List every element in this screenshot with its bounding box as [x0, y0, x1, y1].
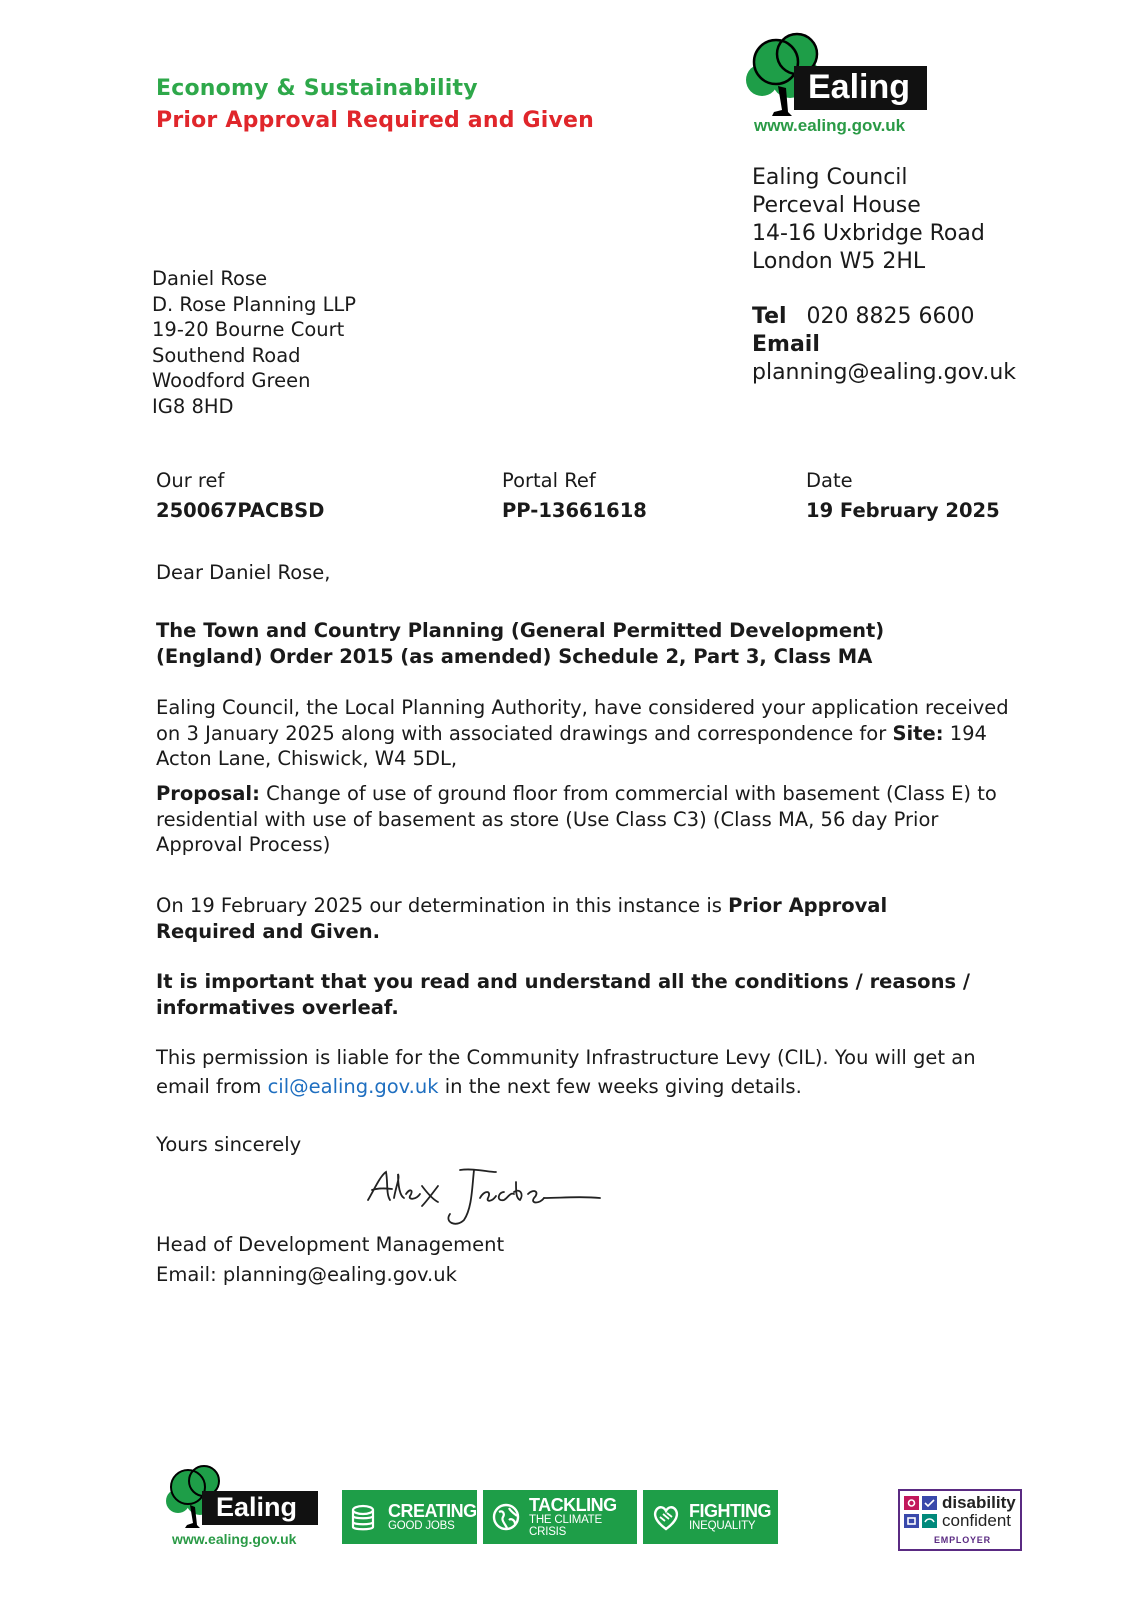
globe-icon [491, 1502, 521, 1532]
signatory-email[interactable]: Email: planning@ealing.gov.uk [156, 1263, 457, 1286]
disability-confident-badge [898, 1489, 1022, 1551]
cil-suffix: in the next few weeks giving details. [444, 1075, 802, 1098]
portal-ref [502, 466, 647, 526]
footer-logo-url: www.ealing.gov.uk [172, 1531, 297, 1547]
disability-icons [904, 1496, 940, 1530]
important-notice: It is important that you read and understand all the conditions / reasons / informatives overleaf. [156, 970, 970, 1019]
logo-url: www.ealing.gov.uk [754, 116, 906, 135]
status-heading: Prior Approval Required and Given [156, 108, 595, 133]
site-value: 194 Acton Lane, Chiswick, W4 5DL, [156, 721, 987, 770]
determination-value: Prior Approval Required and Given. [156, 894, 888, 943]
letter-date [806, 466, 1000, 526]
recipient-line: IG8 8HD [152, 394, 234, 418]
our-ref [156, 466, 324, 526]
proposal-label: Proposal: [156, 782, 260, 805]
our-ref-value: 250067PACBSD [156, 499, 325, 522]
badge-creating-good-jobs [342, 1490, 477, 1544]
cil-paragraph [156, 1043, 1028, 1101]
proposal-paragraph [156, 781, 1028, 858]
recipient-line: Woodford Green [152, 369, 311, 392]
address-line: 14-16 Uxbridge Road [752, 221, 985, 246]
badge-subtitle: THE CLIMATE CRISIS [529, 1513, 602, 1538]
determination-paragraph [156, 893, 956, 944]
badge-subtitle: INEQUALITY [689, 1519, 756, 1532]
email-label: Email [752, 332, 820, 357]
tel-label: Tel [752, 304, 787, 329]
contact-email[interactable]: planning@ealing.gov.uk [752, 360, 1017, 385]
badge-title: TACKLING [529, 1494, 617, 1515]
council-address [752, 164, 985, 276]
cil-email-link[interactable]: cil@ealing.gov.uk [267, 1075, 439, 1098]
badge-tackling-climate [483, 1490, 637, 1544]
footer-logo-wordmark: Ealing [216, 1492, 298, 1522]
determination-prefix: On 19 February 2025 our determination in this instance is [156, 894, 722, 917]
address-line: London W5 2HL [752, 249, 926, 274]
date-label: Date [806, 469, 853, 492]
recipient-line: Southend Road [152, 343, 301, 367]
signatory-title: Head of Development Management [156, 1233, 505, 1256]
intro-paragraph [156, 695, 1016, 772]
heart-hands-icon [651, 1502, 681, 1532]
badge-fighting-inequality [643, 1490, 778, 1544]
date-value: 19 February 2025 [806, 499, 1000, 522]
logo-wordmark: Ealing [808, 68, 911, 106]
disability-line2: confident [942, 1511, 1011, 1530]
disability-line3: EMPLOYER [934, 1535, 991, 1545]
disability-line1: disability [942, 1493, 1016, 1512]
coins-icon [350, 1502, 380, 1532]
badge-subtitle: GOOD JOBS [388, 1519, 455, 1532]
tel-number: 020 8825 6600 [806, 304, 975, 329]
department-heading: Economy & Sustainability [156, 76, 478, 101]
contact-block [752, 303, 1016, 387]
recipient-line: Daniel Rose [152, 267, 268, 290]
address-line: Ealing Council [752, 165, 908, 190]
badge-title: FIGHTING [689, 1500, 771, 1521]
salutation: Dear Daniel Rose, [156, 561, 331, 584]
cil-text: This permission is liable for the Community Infrastructure Levy (CIL). You will get an email from [156, 1046, 976, 1098]
recipient-line: 19-20 Bourne Court [152, 318, 345, 341]
letter-heading: The Town and Country Planning (General Permitted Development) (England) Order 2015 (as amended) Schedule 2, Part 3, Class MA [156, 619, 885, 668]
recipient-line: D. Rose Planning LLP [152, 292, 357, 316]
proposal-text: Change of use of ground floor from commercial with basement (Class E) to residential with use of basement as store (Use Class C3) (Class MA, 56 day Prior Approval Process) [156, 782, 997, 856]
footer-ealing-logo [162, 1461, 322, 1553]
ealing-logo [742, 28, 954, 143]
closing: Yours sincerely [156, 1133, 302, 1156]
badge-title: CREATING [388, 1500, 477, 1521]
our-ref-label: Our ref [156, 469, 225, 492]
intro-text: Ealing Council, the Local Planning Authority, have considered your application received on 3 January 2025 along with associated drawings and correspondence for [156, 696, 1009, 745]
site-label: Site: [892, 721, 944, 745]
portal-ref-value: PP-13661618 [502, 499, 647, 522]
portal-ref-label: Portal Ref [502, 469, 596, 492]
address-line: Perceval House [752, 193, 921, 218]
recipient-address [152, 266, 356, 419]
